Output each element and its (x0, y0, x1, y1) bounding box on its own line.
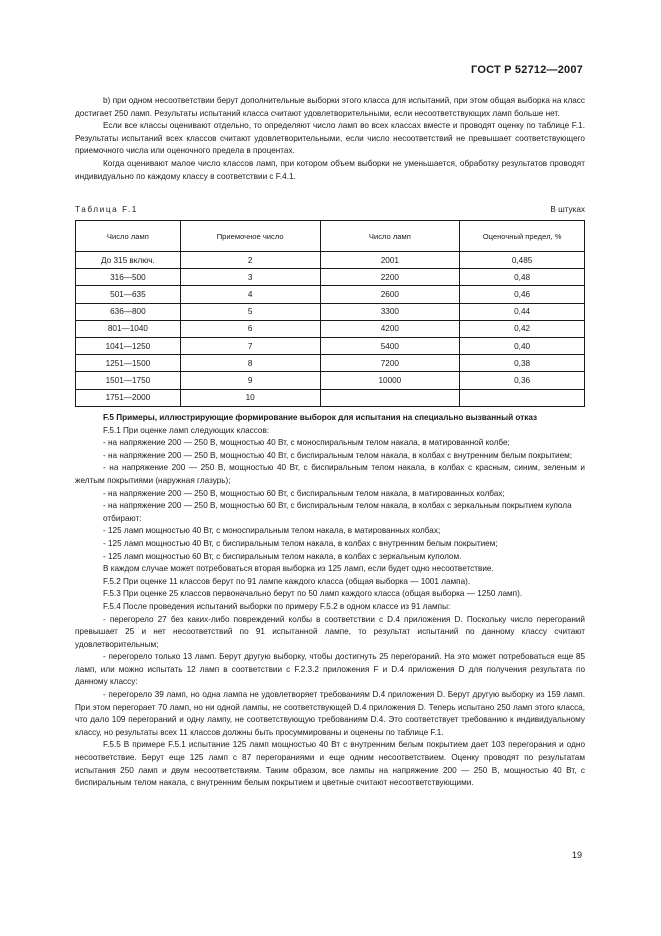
table-cell: 0,36 (460, 372, 585, 389)
paragraph: Если все классы оценивают отдельно, то определяют число ламп во всех классах вместе и проводят оценку по таблице F.1. Результаты испытаний всех классов считают удовлетворительными, если число несоответствий не превышает соответствующего приемочного числа или оценочного предела в процентах. (75, 121, 585, 156)
table-cell: 1041—1250 (76, 337, 181, 354)
table-cell: 10 (180, 389, 320, 406)
paragraph: - 125 ламп мощностью 40 Вт, с моноспиральным телом накала, в матированных колбах; (103, 526, 441, 536)
table-cell: 6 (180, 320, 320, 337)
paragraph: - перегорело только 13 ламп. Берут другую выборку, чтобы достигнуть 25 перегораний. На это может потребоваться еще 85 ламп, или можно испытать 12 ламп в соответствии с F.2.3.2 приложения F и D.4 приложения D для получения результата по данному классу: (75, 652, 585, 687)
table-row (76, 320, 585, 337)
table-cell: 0,46 (460, 286, 585, 303)
table-cell: 3300 (320, 303, 460, 320)
table-cell: 636—800 (76, 303, 181, 320)
paragraph: - 125 ламп мощностью 40 Вт, с биспиральным телом накала, в колбах с внутренним белым покрытием; (103, 538, 498, 548)
paragraph: - 125 ламп мощностью 60 Вт, с биспиральным телом накала, в колбах с зеркальным куполом. (103, 551, 462, 561)
table-cell (320, 389, 460, 406)
paragraph: - перегорело 39 ламп, но одна лампа не удовлетворяет требованиям D.4 приложения D. Берут другую выборку из 159 ламп. При этом перегорает 70 ламп, но ни одной лампы, не соответствующей D.4 приложения D. Теперь испытано 250 ламп этого класса, что дало 109 перегораний и одну лампу, не соответствующую требованиям D.4. Это соответствует требованию к индивидуальному классу, но результаты всех 11 классов должны быть просуммированы и оценены по таблице F.1. (75, 690, 585, 737)
table-row (76, 372, 585, 389)
table-cell: 5400 (320, 337, 460, 354)
section-f5 (75, 412, 585, 790)
paragraph: F.5.4 После проведения испытаний выборки по примеру F.5.2 в одном классе из 91 лампы: (103, 601, 451, 611)
paragraph: - на напряжение 200 — 250 В, мощностью 40 Вт, с биспиральным телом накала, в колбах с внутренним белым покрытием; (103, 450, 573, 460)
acceptance-table (75, 220, 585, 407)
paragraph: отбирают: (103, 513, 142, 523)
paragraph: В каждом случае может потребоваться вторая выборка из 125 ламп, если будет одно несоответствие. (103, 564, 494, 574)
table-cell: 501—635 (76, 286, 181, 303)
table-cell: 2600 (320, 286, 460, 303)
paragraph: F.5.2 При оценке 11 классов берут по 91 лампе каждого класса (общая выборка — 1001 лампа). (103, 576, 471, 586)
standard-number: ГОСТ Р 52712—2007 (471, 64, 583, 76)
paragraph: - перегорело 27 без каких-либо повреждений колбы в соответствии с D.4 приложения D. Поскольку число перегораний превышает 25 и нет несоответствий по 91 испытанной лампе, то результат испытаний по данному классу считают удовлетворительным; (75, 614, 585, 649)
table-cell: 0,42 (460, 320, 585, 337)
table-row (76, 252, 585, 269)
table-cell: 3 (180, 269, 320, 286)
table-cell: 2 (180, 252, 320, 269)
table-row (76, 269, 585, 286)
table-cell: 801—1040 (76, 320, 181, 337)
table-cell: 10000 (320, 372, 460, 389)
column-header: Число ламп (320, 221, 460, 252)
table-header-row (76, 221, 585, 252)
column-header: Число ламп (76, 221, 181, 252)
table-cell: 316—500 (76, 269, 181, 286)
table-cell: 0,48 (460, 269, 585, 286)
table-cell: 4 (180, 286, 320, 303)
paragraph: - на напряжение 200 — 250 В, мощностью 60 Вт, с биспиральным телом накала, в матированных колбах; (103, 488, 505, 498)
column-header: Оценочный предел, % (460, 221, 585, 252)
table-cell (460, 389, 585, 406)
table-cell: 0,38 (460, 355, 585, 372)
paragraph: b) при одном несоответствии берут дополнительные выборки этого класса для испытаний, при этом общая выборка на класс достигает 250 ламп. Результаты испытаний класса считают удовлетворительными, если несоответствующих ламп больше нет. (75, 96, 585, 118)
column-header: Приемочное число (180, 221, 320, 252)
paragraph: - на напряжение 200 — 250 В, мощностью 40 Вт, с моноспиральным телом накала, в матированной колбе; (103, 438, 510, 448)
table-cell: 5 (180, 303, 320, 320)
paragraph: - на напряжение 200 — 250 В, мощностью 40 Вт, с биспиральным телом накала, в колбах с красным, синим, зеленым и желтым покрытиями (наружная глазурь); (75, 463, 585, 485)
table-row (76, 337, 585, 354)
table-cell: 1251—1500 (76, 355, 181, 372)
paragraph: F.5.3 При оценке 25 классов первоначально берут по 50 ламп каждого класса (общая выборка — 1250 ламп). (103, 589, 523, 599)
intro-text (75, 95, 585, 183)
paragraph: Когда оценивают малое число классов ламп, при котором объем выборки не уменьшается, обработку результатов проводят индивидуально по каждому классу в соответствии с F.4.1. (75, 158, 585, 181)
table-cell: 8 (180, 355, 320, 372)
table-row (76, 303, 585, 320)
table-row (76, 389, 585, 406)
table-cell: 0,44 (460, 303, 585, 320)
table-cell: 4200 (320, 320, 460, 337)
table-cell: 1501—1750 (76, 372, 181, 389)
table-cell: 7200 (320, 355, 460, 372)
table-cell: 7 (180, 337, 320, 354)
section-heading: F.5 Примеры, иллюстрирующие формирование выборок для испытания на специально вызванный отказ (103, 413, 538, 422)
table-caption: Таблица F.1 (75, 205, 138, 214)
table-cell: 0,40 (460, 337, 585, 354)
paragraph: F.5.1 При оценке ламп следующих классов: (103, 425, 270, 435)
table-cell: До 315 включ. (76, 252, 181, 269)
table-cell: 2200 (320, 269, 460, 286)
paragraph: F.5.5 В примере F.5.1 испытание 125 ламп мощностью 40 Вт с внутренним белым покрытием дает 103 перегорания и одно несоответствие. Берут еще 125 ламп с 87 перегораниями и еще одним несоответствием. Оценку проводят по результатам испытания 250 ламп и двум несоответствиям. Таким образом, все лампы на напряжение 200 — 250 В, мощностью 40 Вт, с биспиральным телом накала, с внутренним белым покрытием и цветные считают несоответствующими. (75, 740, 585, 788)
table-cell: 2001 (320, 252, 460, 269)
table-row (76, 355, 585, 372)
page-number: 19 (572, 850, 583, 860)
table-cell: 0,485 (460, 252, 585, 269)
table-row (76, 286, 585, 303)
paragraph: - на напряжение 200 — 250 В, мощностью 60 Вт, с биспиральным телом накала, в колбах с зеркальным покрытием купола (103, 501, 572, 511)
table-caption-row (75, 205, 585, 217)
table-units: В штуках (550, 205, 585, 214)
table-cell: 1751—2000 (76, 389, 181, 406)
table-cell: 9 (180, 372, 320, 389)
